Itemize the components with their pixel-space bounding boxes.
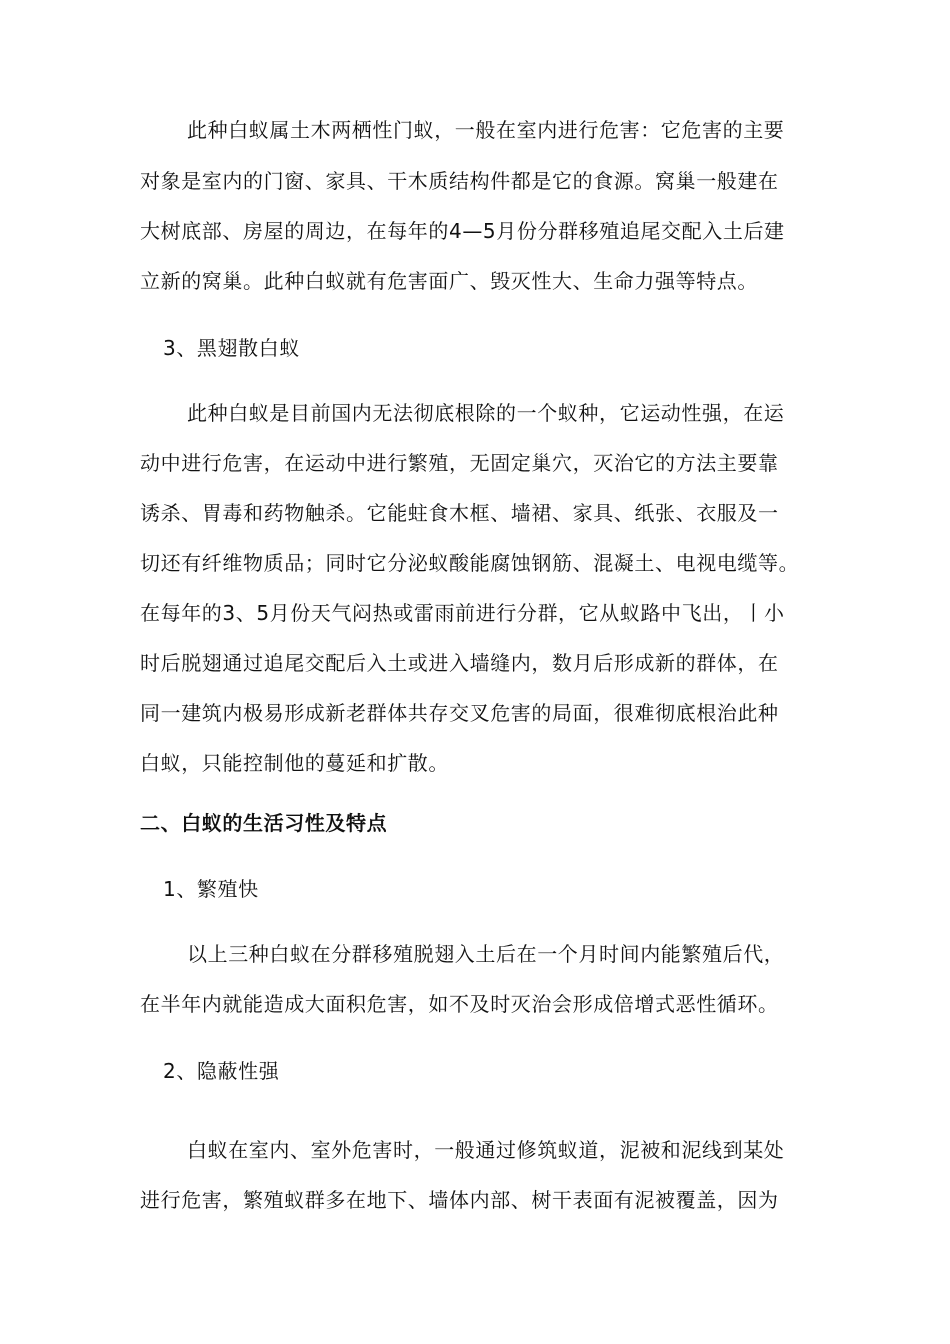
subheading-fast-reproduction: 1、繁殖快 (163, 877, 259, 901)
section-heading: 二、白蚁的生活习性及特点 (140, 811, 388, 835)
subheading-black-wing-termite: 3、黑翅散白蚁 (163, 336, 300, 360)
paragraph-line: 在半年内就能造成大面积危害，如不及时灭治会形成倍增式恶性循环。 (140, 992, 779, 1016)
paragraph-line: 在每年的3、5月份天气闷热或雷雨前进行分群，它从蚁路中飞出，丨小 (140, 601, 785, 625)
paragraph-line: 进行危害，繁殖蚁群多在地下、墙体内部、树干表面有泥被覆盖，因为 (140, 1188, 779, 1212)
paragraph-line: 白蚁，只能控制他的蔓延和扩散。 (140, 751, 449, 775)
paragraph-line: 动中进行危害，在运动中进行繁殖，无固定巢穴，灭治它的方法主要靠 (140, 451, 779, 475)
paragraph-line: 以上三种白蚁在分群移殖脱翅入土后在一个月时间内能繁殖后代， (187, 942, 785, 966)
subheading-concealment: 2、隐蔽性强 (163, 1059, 280, 1083)
paragraph-line: 立新的窝巢。此种白蚁就有危害面广、毁灭性大、生命力强等特点。 (140, 269, 758, 293)
paragraph-line: 白蚁在室内、室外危害时，一般通过修筑蚁道，泥被和泥线到某处 (187, 1138, 785, 1162)
paragraph-line: 大树底部、房屋的周边，在每年的4—5月份分群移殖追尾交配入土后建 (140, 219, 785, 243)
paragraph-line: 时后脱翅通过追尾交配后入土或进入墙缝内，数月后形成新的群体，在 (140, 651, 779, 675)
paragraph-line: 切还有纤维物质品；同时它分泌蚁酸能腐蚀钢筋、混凝土、电视电缆等。 (140, 551, 800, 575)
paragraph-line: 对象是室内的门窗、家具、干木质结构件都是它的食源。窝巢一般建在 (140, 169, 779, 193)
paragraph-line: 此种白蚁属土木两栖性门蚁，一般在室内进行危害：它危害的主要 (187, 118, 785, 142)
paragraph-line: 同一建筑内极易形成新老群体共存交叉危害的局面，很难彻底根治此种 (140, 701, 779, 725)
paragraph-line: 诱杀、胃毒和药物触杀。它能蛀食木框、墙裙、家具、纸张、衣服及一 (140, 501, 779, 525)
paragraph-line: 此种白蚁是目前国内无法彻底根除的一个蚁种，它运动性强，在运 (187, 401, 785, 425)
